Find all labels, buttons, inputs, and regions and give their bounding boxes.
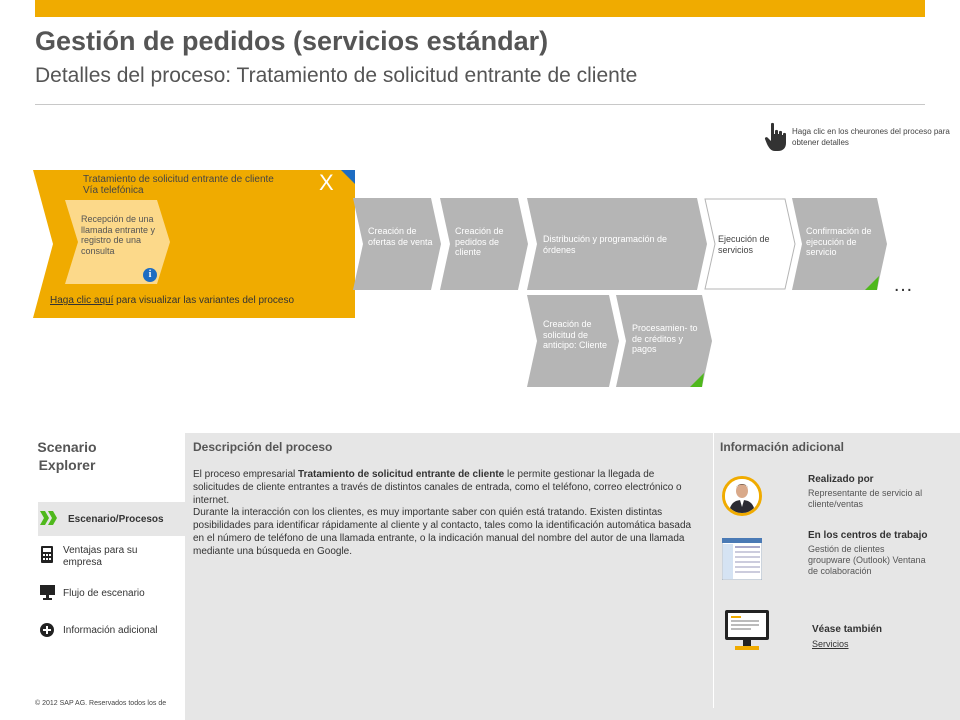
avatar bbox=[722, 476, 762, 516]
scenario-nav-item-flujo[interactable]: Flujo de escenario bbox=[63, 588, 145, 599]
person-photo-icon bbox=[725, 479, 759, 513]
description-text: El proceso empresarial bbox=[193, 469, 299, 480]
additional-info-title: Información adicional bbox=[720, 440, 845, 454]
page-subtitle: Detalles del proceso: Tratamiento de solicitud entrante de cliente bbox=[35, 64, 638, 87]
double-chevron-icon bbox=[40, 511, 58, 525]
variant-title bbox=[83, 174, 343, 196]
step-label: Ejecución de servicios bbox=[718, 234, 770, 255]
scenario-explorer-title-line2: Explorer bbox=[38, 457, 96, 473]
header-divider bbox=[35, 104, 925, 105]
step-label: Distribución y programación de órdenes bbox=[543, 234, 668, 255]
content-divider bbox=[713, 433, 714, 708]
info-icon[interactable]: i bbox=[143, 268, 157, 282]
step-chevron-distribucion[interactable] bbox=[527, 198, 707, 290]
copyright-footer: © 2012 SAP AG. Reservados todos los de bbox=[35, 700, 167, 707]
hand-pointer-icon bbox=[764, 122, 788, 152]
monitor-icon bbox=[40, 585, 55, 600]
description-paragraph-1 bbox=[193, 469, 703, 507]
step-chevron-ejecucion[interactable] bbox=[704, 198, 796, 290]
description-title: Descripción del proceso bbox=[193, 440, 333, 454]
page-title: Gestión de pedidos (servicios estándar) bbox=[35, 26, 549, 56]
calculator-icon bbox=[41, 546, 53, 563]
step-label: Creación de solicitud de anticipo: Cliente bbox=[543, 319, 608, 350]
step-label: Creación de pedidos de cliente bbox=[455, 226, 504, 257]
step-chevron-anticipo[interactable] bbox=[527, 295, 619, 387]
description-body bbox=[193, 469, 703, 559]
workplace-label: En los centros de trabajo bbox=[808, 530, 928, 541]
inner-step-label: Recepción de una llamada entrante y registro de una consulta bbox=[81, 214, 156, 256]
variant-title-line1: Tratamiento de solicitud entrante de cliente bbox=[83, 174, 274, 185]
see-also-label: Véase también bbox=[812, 624, 883, 635]
see-also-link[interactable]: Servicios bbox=[812, 639, 849, 649]
scenario-nav-label[interactable]: Escenario/Procesos bbox=[68, 514, 164, 525]
plus-circle-icon bbox=[40, 623, 54, 637]
computer-monitor-icon bbox=[725, 610, 769, 654]
step-label: Confirmación de ejecución de servicio bbox=[806, 226, 872, 257]
scenario-explorer-title bbox=[35, 438, 99, 474]
performed-by-label: Realizado por bbox=[808, 474, 874, 485]
variant-corner-marker bbox=[341, 170, 355, 184]
scenario-nav-item-ventajas[interactable]: Ventajas para su empresa bbox=[63, 545, 138, 568]
description-highlight: Tratamiento de solicitud entrante de cliente bbox=[298, 469, 505, 480]
description-paragraph-2: Durante la interacción con los clientes, es muy importante saber con quién está tratando. Existen distintas posibilidades para identificar rápidamente al cliente y al contacto, tales como la identificación automática basada en el número de teléfono de una llamada entrante, o la indicación manual del nombre del autor de una llamada mediante una búsqueda en Google. bbox=[193, 507, 692, 557]
step-chevron-creditos[interactable] bbox=[616, 295, 712, 387]
performed-by-value: Representante de servicio al cliente/ventas bbox=[808, 488, 923, 509]
step-label: Creación de ofertas de venta bbox=[368, 226, 433, 247]
variants-link-suffix: para visualizar las variantes del proceso bbox=[113, 295, 295, 306]
variant-panel bbox=[33, 170, 355, 318]
more-steps-indicator[interactable]: … bbox=[893, 274, 913, 296]
scenario-explorer-title-line1: Scenario bbox=[37, 439, 97, 455]
description-text: le permite gestionar la llegada de solicitudes de cliente entrantes a través de distintos canales de entrada, como el teléfono, correo electrónico o internet. bbox=[193, 469, 682, 506]
step-chevron-confirmacion[interactable] bbox=[792, 198, 887, 290]
variant-link-line bbox=[50, 295, 294, 306]
step-chevron-pedidos[interactable] bbox=[440, 198, 528, 290]
outlook-screenshot-icon bbox=[722, 538, 762, 580]
workplace-value: Gestión de clientes groupware (Outlook) Ventana de colaboración bbox=[808, 544, 926, 576]
step-chevron-ofertas[interactable] bbox=[353, 198, 441, 290]
close-variant-button[interactable]: X bbox=[319, 170, 334, 195]
variant-title-line2: Vía telefónica bbox=[83, 185, 144, 196]
variants-link[interactable]: Haga clic aquí bbox=[50, 295, 114, 306]
top-accent-bar bbox=[35, 0, 925, 17]
step-label: Procesamien- to de créditos y pagos bbox=[632, 323, 698, 354]
hint-text: Haga clic en los cheurones del proceso para obtener detalles bbox=[792, 127, 950, 147]
scenario-nav-item-info[interactable]: Información adicional bbox=[63, 625, 158, 636]
